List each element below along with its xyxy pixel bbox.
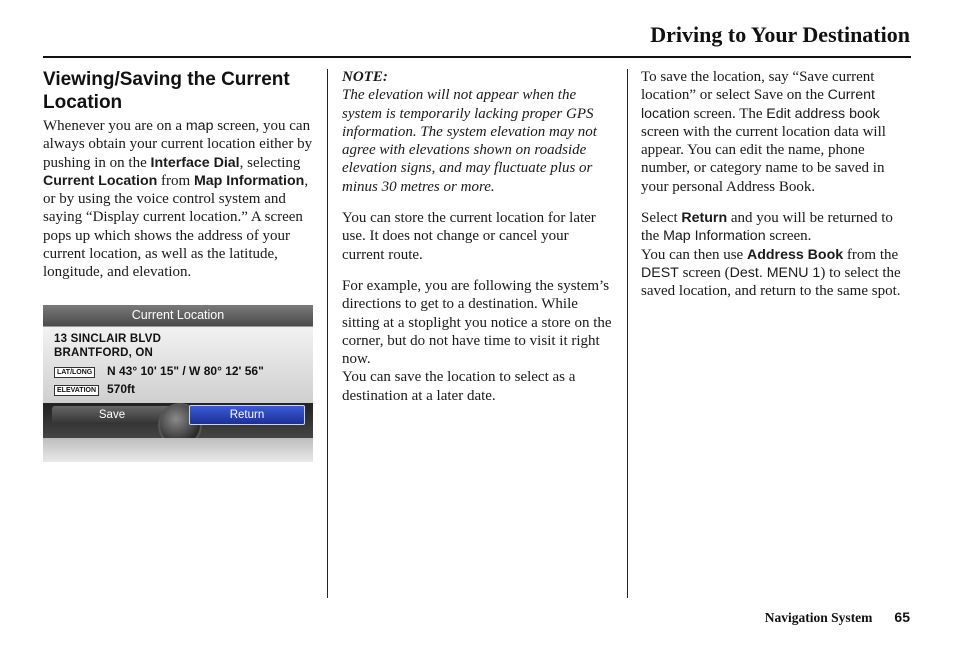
save-instructions-paragraph: To save the location, say “Save current location” or select Save on the Current location screen. The Edit address book screen with the current location data will appear. You can edit the name, phone number, or category name to be saved in your personal Address Book. xyxy=(641,69,886,195)
page-number: 65 xyxy=(894,609,910,625)
return-button[interactable]: Return xyxy=(189,405,305,425)
save-button[interactable]: Save xyxy=(52,406,172,424)
elevation-value: 570ft xyxy=(107,382,136,396)
store-paragraph: You can store the current location for later use. It does not change or cancel your current route. xyxy=(342,210,596,263)
column-divider-1 xyxy=(327,69,328,598)
save-later-paragraph: You can save the location to select as a destination at a later date. xyxy=(342,369,576,404)
latlong-value: N 43° 10' 15" / W 80° 12' 56" xyxy=(107,364,264,378)
screen-title: Current Location xyxy=(43,305,313,327)
address-street: 13 SINCLAIR BLVD xyxy=(54,333,162,345)
current-location-screen xyxy=(43,305,313,462)
elevation-tag: ELEVATION xyxy=(54,385,99,396)
intro-paragraph: Whenever you are on a map screen, you can always obtain your current location either by pushing in on the Interface Dial, selecting Current Location from Map Information, or by using the voice control system and saying “Display current location.” A screen pops up which shows the address of your current location, as well as the latitude, longitude, and elevation. xyxy=(43,118,313,281)
address-city: BRANTFORD, ON xyxy=(54,347,154,359)
note-text: The elevation will not appear when the system is temporarily lacking proper GPS information. The system elevation may not agree with elevations shown on roadside elevation signs, and may fluctuate plus or minus 30 metres or more. xyxy=(342,87,597,195)
note-label: NOTE: xyxy=(342,69,388,85)
column-1 xyxy=(43,68,315,282)
screen-body xyxy=(43,327,313,403)
header-rule xyxy=(43,56,911,58)
note-block xyxy=(342,68,612,196)
address-book-paragraph: You can then use Address Book from the DEST screen (Dest. MENU 1) to select the saved location, and return to the same spot. xyxy=(641,246,901,300)
example-block xyxy=(342,277,612,405)
section-heading: Viewing/Saving the Current Location xyxy=(43,69,290,113)
return-block xyxy=(641,209,913,300)
column-2 xyxy=(342,68,612,405)
column-divider-2 xyxy=(627,69,628,598)
latlong-tag: LAT/LONG xyxy=(54,367,95,378)
page-title: Driving to Your Destination xyxy=(650,22,910,47)
return-paragraph: Select Return and you will be returned to the Map Information screen. xyxy=(641,210,893,245)
page-footer xyxy=(765,609,910,626)
screen-bezel xyxy=(43,438,313,462)
column-3 xyxy=(641,68,913,301)
footer-label: Navigation System xyxy=(764,610,873,625)
example-paragraph: For example, you are following the system’s directions to get to a destination. While sitting at a stoplight you notice a store on the corner, but do not have time to visit it right now. xyxy=(342,277,612,368)
